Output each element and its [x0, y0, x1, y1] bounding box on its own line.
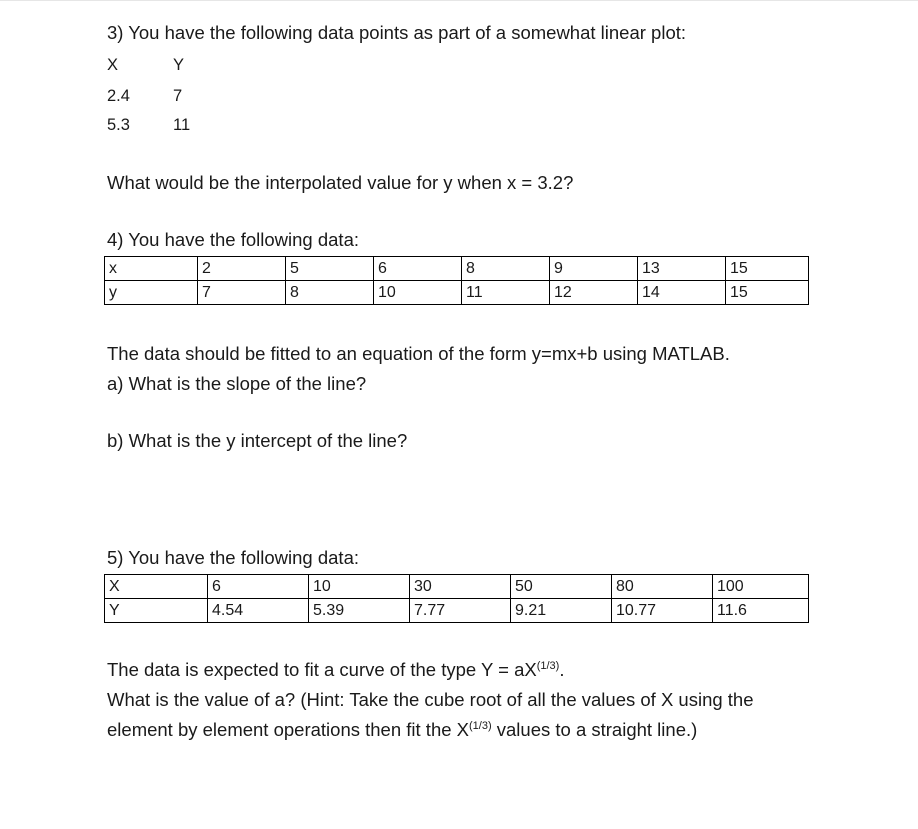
q5-y-cell: 7.77 — [410, 599, 511, 623]
q4-y-label: y — [105, 281, 198, 305]
q5-row-y — [105, 599, 809, 623]
q5-x-cell: 80 — [612, 575, 713, 599]
page-top-border — [0, 0, 918, 1]
q5-curve-period: . — [559, 659, 565, 680]
q4-y-cell: 15 — [726, 281, 809, 305]
q4-x-cell: 15 — [726, 257, 809, 281]
q5-hint-text: element by element operations then fit the X — [107, 719, 469, 740]
q5-curve-exponent: (1/3) — [536, 660, 560, 672]
q5-hint-text-end: values to a straight line.) — [491, 719, 698, 740]
q4-x-cell: 9 — [550, 257, 638, 281]
q5-y-cell: 10.77 — [612, 599, 713, 623]
q3-row1-y: 7 — [173, 87, 183, 105]
q5-x-cell: 30 — [410, 575, 511, 599]
q5-heading: 5) You have the following data: — [107, 547, 359, 568]
q4-data-table — [104, 256, 809, 305]
q4-x-cell: 8 — [462, 257, 550, 281]
q5-x-label: X — [105, 575, 208, 599]
q4-part-a: a) What is the slope of the line? — [107, 373, 367, 394]
q4-y-cell: 14 — [638, 281, 726, 305]
q5-question: What is the value of a? (Hint: Take the cube root of all the values of X using the — [107, 689, 754, 710]
q4-y-cell: 11 — [462, 281, 550, 305]
q3-row2-x: 5.3 — [107, 116, 130, 134]
q5-x-cell: 100 — [713, 575, 809, 599]
q4-row-x — [105, 257, 809, 281]
q5-y-label: Y — [105, 599, 208, 623]
q3-row2-y: 11 — [173, 116, 191, 134]
q3-question: What would be the interpolated value for y when x = 3.2? — [107, 172, 574, 193]
q4-x-cell: 6 — [374, 257, 462, 281]
q4-y-cell: 7 — [198, 281, 286, 305]
q5-curve-statement — [107, 659, 564, 681]
q4-instructions: The data should be fitted to an equation of the form y=mx+b using MATLAB. — [107, 343, 730, 364]
q5-hint-exponent: (1/3) — [469, 720, 492, 732]
q4-x-cell: 2 — [198, 257, 286, 281]
q5-y-cell: 5.39 — [309, 599, 410, 623]
q5-x-cell: 50 — [511, 575, 612, 599]
q5-y-cell: 4.54 — [208, 599, 309, 623]
q4-x-cell: 13 — [638, 257, 726, 281]
q5-curve-text: The data is expected to fit a curve of the type Y = aX — [107, 659, 537, 680]
q3-col-y-header: Y — [173, 56, 185, 74]
q5-row-x — [105, 575, 809, 599]
q4-row-y — [105, 281, 809, 305]
q4-x-label: x — [105, 257, 198, 281]
q4-heading: 4) You have the following data: — [107, 229, 359, 250]
q5-hint-end — [107, 719, 697, 741]
q3-row1-x: 2.4 — [107, 87, 130, 105]
q4-y-cell: 12 — [550, 281, 638, 305]
q3-col-x-header: X — [107, 56, 119, 74]
q5-y-cell: 11.6 — [713, 599, 809, 623]
q4-x-cell: 5 — [286, 257, 374, 281]
q4-y-cell: 8 — [286, 281, 374, 305]
q5-y-cell: 9.21 — [511, 599, 612, 623]
q5-x-cell: 6 — [208, 575, 309, 599]
q3-heading: 3) You have the following data points as part of a somewhat linear plot: — [107, 22, 687, 43]
q4-part-b: b) What is the y intercept of the line? — [107, 430, 408, 451]
q4-y-cell: 10 — [374, 281, 462, 305]
q5-data-table — [104, 574, 809, 623]
q5-x-cell: 10 — [309, 575, 410, 599]
